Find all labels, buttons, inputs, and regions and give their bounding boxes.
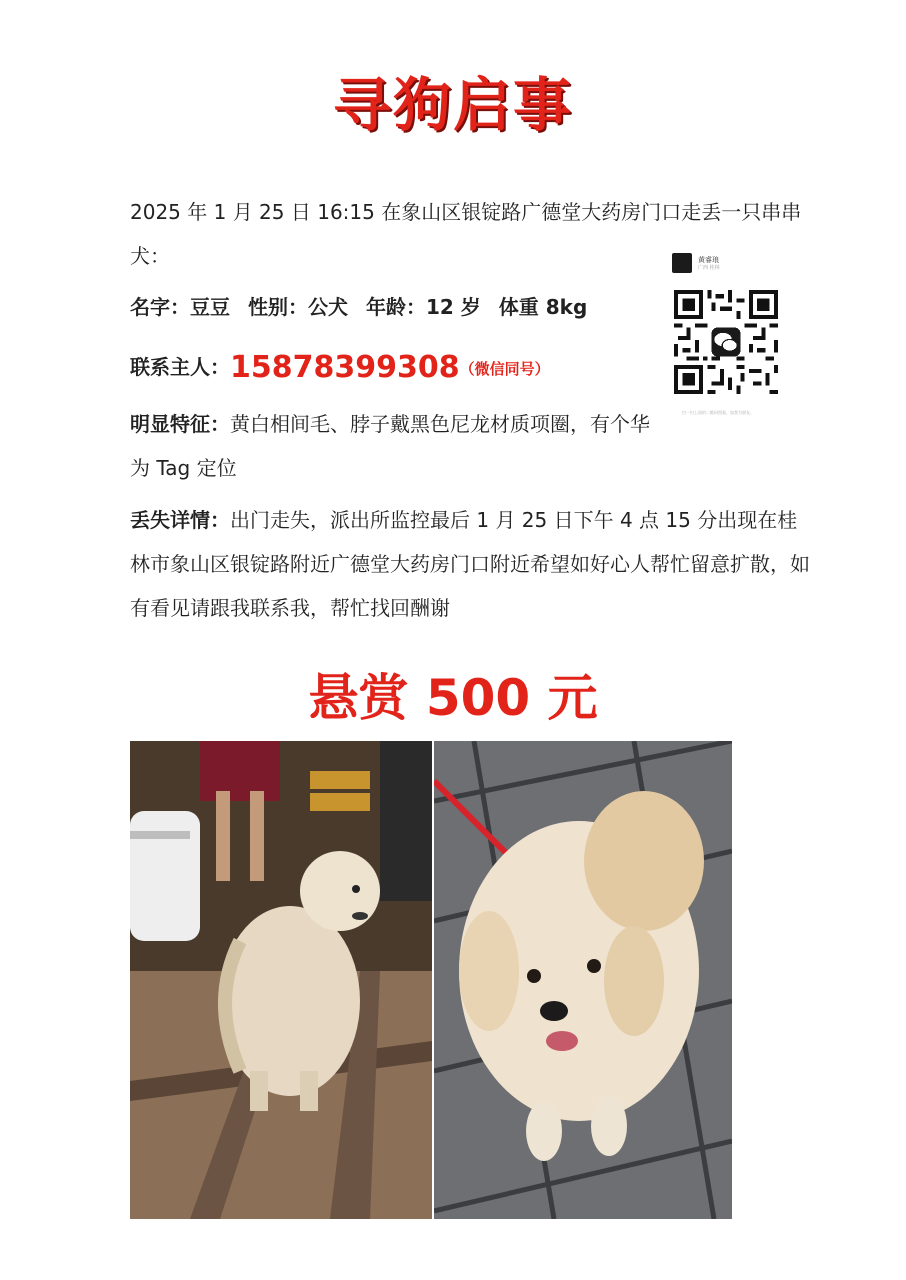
details-text: 出门走失，派出所监控最后 1 月 25 日下午 4 点 15 分出现在桂林市象山区银锭路附近广德堂大药房门口附近希望如好心人帮忙留意扩散，如有看见请跟我联系我，帮忙找回酬谢 — [130, 508, 810, 620]
contact-wechat-note: （微信同号） — [459, 360, 550, 378]
qr-user-region: 广西 桂林 — [698, 264, 720, 271]
contact-info — [130, 345, 550, 391]
qr-code-icon — [674, 290, 778, 394]
dog-name: 名字：豆豆 — [130, 295, 230, 319]
dog-age: 年龄：12 岁 — [366, 295, 481, 319]
contact-label: 联系主人： — [130, 355, 230, 379]
dog-photos — [130, 741, 732, 1219]
dog-basic-info — [130, 285, 605, 329]
dog-gender: 性别：公犬 — [248, 295, 348, 319]
poster-title: 寻狗启事 — [332, 71, 573, 139]
features-label: 明显特征： — [130, 412, 230, 436]
intro-text: 2025 年 1 月 25 日 16:15 在象山区银锭路广德堂大药房门口走丢一只串串犬： — [130, 200, 802, 268]
details-section — [130, 498, 810, 630]
wechat-qr-card[interactable] — [672, 252, 780, 422]
qr-header — [672, 252, 780, 274]
features-text: 黄白相间毛、脖子戴黑色尼龙材质项圈，有个华为 Tag 定位 — [130, 412, 650, 480]
details-label: 丢失详情： — [130, 508, 230, 532]
qr-footer-text: 扫一扫上面的二维码图案，加我为朋友。 — [682, 410, 754, 415]
dog-photo-indoor — [130, 741, 432, 1219]
reward-text: 悬赏 500 元 — [308, 669, 598, 727]
features-section — [130, 402, 660, 490]
dog-weight: 体重 8kg — [498, 295, 588, 319]
contact-phone[interactable]: 15878399308 — [230, 350, 460, 385]
avatar — [672, 253, 692, 273]
dog-photo-street — [434, 741, 732, 1219]
qr-user-name: 黄睿琅 — [698, 255, 719, 264]
